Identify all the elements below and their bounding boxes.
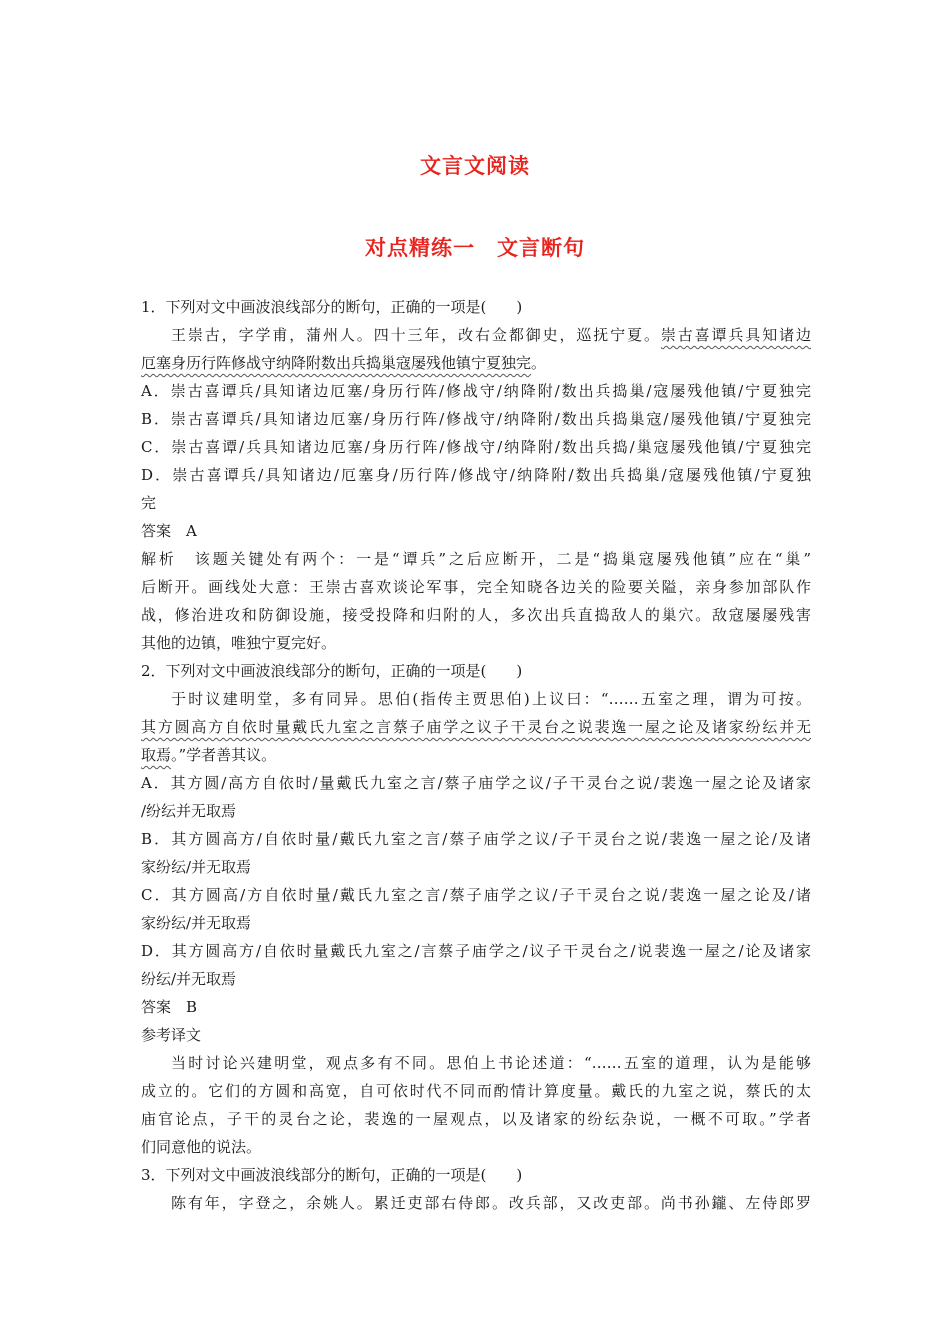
q2-option-a-line-1: A．其方圆/高方自依时/量戴氏九室之言/蔡子庙学之议/子干灵台之说/裴逸一屋之论及诸家 [141,774,811,792]
q2-option-c-line-1: C．其方圆高/方自依时量/戴氏九室之言/蔡子庙学之议/子干灵台之说/裴逸一屋之论及/诸 [141,886,811,904]
q1-passage-line-2 [141,349,811,377]
q2-wavy-segment-1: 其方圆高方自依时量戴氏九室之言蔡子庙学之议子干灵台之说裴逸一屋之论及诸家纷纭并无 [141,718,811,736]
q1-analysis-line-4: 其他的边镇，唯独宁夏完好。 [141,634,337,652]
document-body [141,293,811,1217]
q2-option-b-line-1: B．其方圆高方/自依时量/戴氏九室之言/蔡子庙学之议/子干灵台之说/裴逸一屋之论/及诸 [141,830,811,848]
q1-analysis-line-2: 后断开。画线处大意：王崇古喜欢谈论军事，完全知晓各边关的险要关隘，亲身参加部队作 [141,578,811,596]
q1-wavy-segment-1: 崇古喜谭兵具知诸边 [660,326,811,344]
q2-wavy-segment-2: 取焉 [141,746,172,764]
q2-option-d-line-1: D．其方圆高方/自依时量戴氏九室之/言蔡子庙学之/议子干灵台之/说裴逸一屋之/论及诸家 [141,942,811,960]
q1-stem: 1．下列对文中画波浪线部分的断句，正确的一项是( ) [141,298,523,316]
q1-passage-end: 。 [531,354,547,372]
q2-reference-label: 参考译文 [141,1026,202,1044]
q1-option-d-line-1: D．崇古喜谭兵/具知诸边/厄塞身/历行阵/修战守/纳降附/数出兵捣巢/寇屡残他镇/宁夏独 [141,466,811,484]
q2-option-a-line-2: /纷纭并无取焉 [141,802,237,820]
q3-stem: 3．下列对文中画波浪线部分的断句，正确的一项是( ) [141,1166,523,1184]
q2-option-b-line-2: 家纷纭/并无取焉 [141,858,252,876]
q3-passage-line-1: 陈有年，字登之，余姚人。累迁吏部右侍郎。改兵部，又改吏部。尚书孙鑨、左侍郎罗 [171,1194,811,1212]
q1-passage-text: 王崇古，字学甫，蒲州人。四十三年，改右佥都御史，巡抚宁夏。 [171,326,661,344]
q2-passage-line-1: 于时议建明堂，多有同异。思伯(指传主贾思伯)上议曰：“……五室之理，谓为可按。 [171,690,811,708]
q1-wavy-segment-2: 厄塞身历行阵修战守纳降附数出兵捣巢寇屡残他镇宁夏独完 [141,354,532,372]
q1-answer: 答案 A [141,522,197,540]
q2-passage-line-3 [141,741,811,769]
q1-passage-line-1 [141,321,811,349]
q1-option-b: B．崇古喜谭兵/具知诸边厄塞/身历行阵/修战守/纳降附/数出兵捣巢寇/屡残他镇/宁夏独完 [141,410,811,428]
q2-reference-line-4: 们同意他的说法。 [141,1138,262,1156]
q2-stem: 2．下列对文中画波浪线部分的断句，正确的一项是( ) [141,662,523,680]
q2-option-d-line-2: 纷纭/并无取焉 [141,970,237,988]
document-title: 文言文阅读 [420,154,530,178]
q1-option-d-line-2: 完 [141,494,157,512]
q2-passage-line-2 [141,713,811,741]
q1-option-a: A．崇古喜谭兵/具知诸边厄塞/身历行阵/修战守/纳降附/数出兵捣巢/寇屡残他镇/宁夏独完 [141,382,811,400]
q1-analysis-line-1: 解析 该题关键处有两个：一是“谭兵”之后应断开，二是“捣巢寇屡残他镇”应在“巢” [141,550,811,568]
q1-option-c: C．崇古喜谭/兵具知诸边厄塞/身历行阵/修战守/纳降附/数出兵捣/巢寇屡残他镇/宁夏独完 [141,438,811,456]
q2-option-c-line-2: 家纷纭/并无取焉 [141,914,252,932]
q2-passage-end: 。”学者善其议。 [171,746,277,764]
q2-reference-line-2: 成立的。它们的方圆和高宽，自可依时代不同而酌情计算度量。戴氏的九室之说，蔡氏的太 [141,1082,811,1100]
q2-reference-line-1: 当时讨论兴建明堂，观点多有不同。思伯上书论述道：“……五室的道理，认为是能够 [171,1054,811,1072]
q2-answer: 答案 B [141,998,198,1016]
q2-reference-line-3: 庙官论点，子干的灵台之论，裴逸的一屋观点，以及诸家的纷纭杂说，一概不可取。”学者 [141,1110,811,1128]
section-subtitle: 对点精练一 文言断句 [365,236,585,260]
q1-analysis-line-3: 战，修治进攻和防御设施，接受投降和归附的人，多次出兵直捣敌人的巢穴。敌寇屡屡残害 [141,606,811,624]
